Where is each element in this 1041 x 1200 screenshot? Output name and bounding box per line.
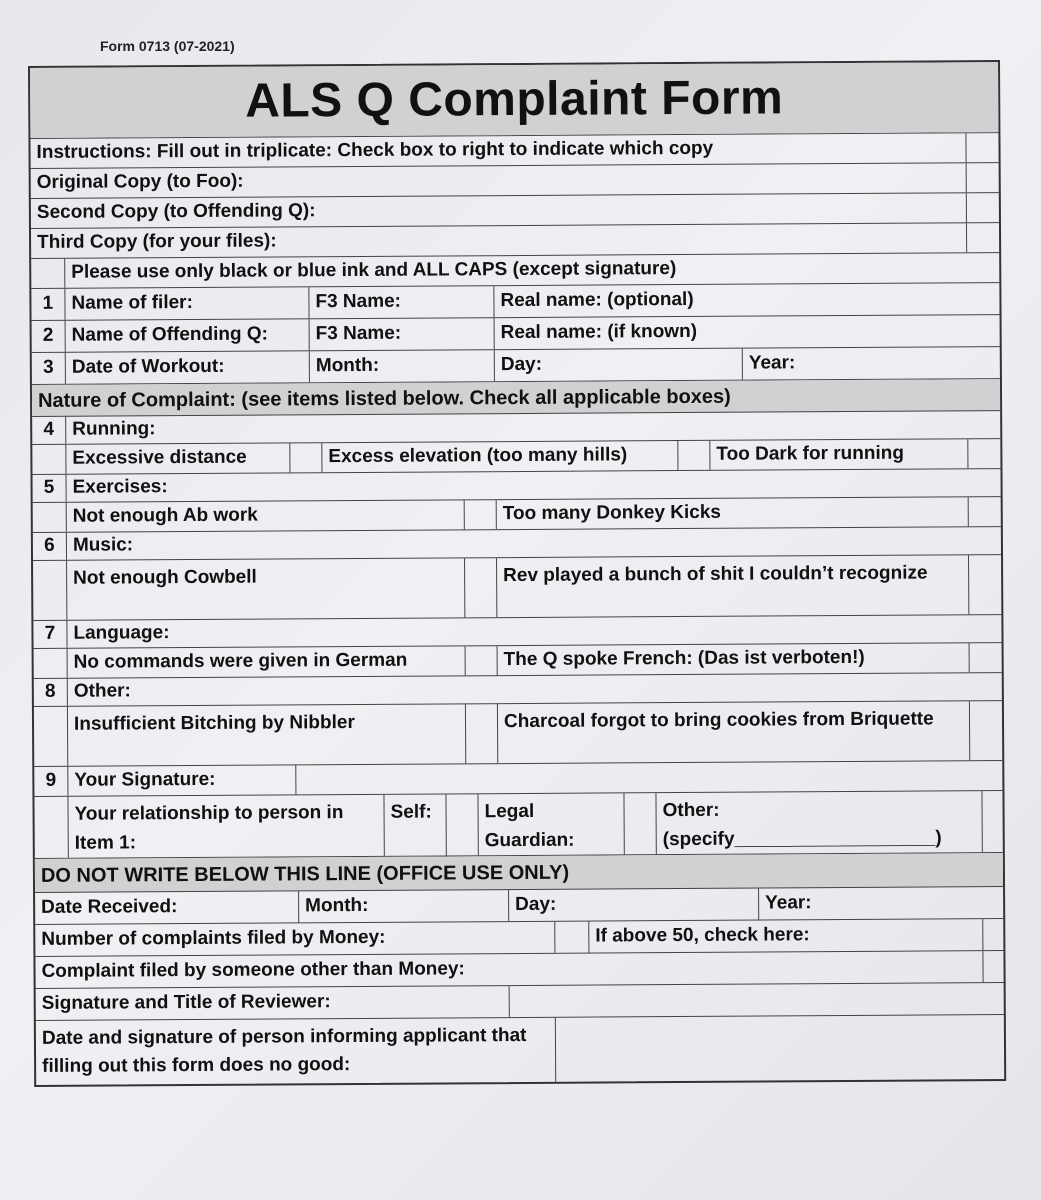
blank-num-cell (32, 445, 66, 474)
item-number: 6 (33, 533, 67, 560)
office-use-header: DO NOT WRITE BELOW THIS LINE (OFFICE USE ONLY) (40, 861, 570, 887)
bitching-checkbox[interactable] (466, 704, 498, 763)
item-number: 9 (34, 767, 68, 796)
above-50-checkbox[interactable] (983, 919, 1003, 950)
informing-field[interactable] (556, 1015, 1004, 1082)
insufficient-bitching-label: Insufficient Bitching by Nibbler (68, 704, 466, 765)
no-german-commands-label: No commands were given in German (68, 646, 466, 677)
blank-num-cell (33, 503, 67, 532)
not-enough-ab-work-label: Not enough Ab work (67, 500, 465, 531)
legal-guardian-label: Legal Guardian: (478, 793, 624, 855)
form-number: Form 0713 (07-2021) (100, 38, 235, 54)
charcoal-cookies-label: Charcoal forgot to bring cookies from Briquette (498, 701, 970, 763)
too-dark-label: Too Dark for running (710, 439, 968, 470)
instructions: Instructions: Fill out in triplicate: Check box to right to indicate which copy (30, 133, 966, 168)
other-relationship-field[interactable]: Other: (specify___________________) (656, 791, 982, 854)
item-number: 5 (32, 475, 66, 502)
cowbell-checkbox[interactable] (465, 558, 497, 617)
item-number: 4 (32, 417, 66, 444)
filed-by-other-label: Complaint filed by someone other than Money: (35, 951, 983, 988)
item-number: 3 (32, 353, 66, 384)
offending-real-name-field[interactable]: Real name: (if known) (500, 321, 698, 344)
complaint-form (28, 60, 1006, 1087)
blank-num-cell (34, 707, 68, 766)
workout-month-field[interactable]: Month: (310, 350, 495, 382)
item-number: 7 (33, 621, 67, 648)
received-day-field[interactable]: Day: (509, 889, 759, 922)
offending-f3-name-field[interactable]: F3 Name: (310, 318, 495, 350)
third-copy-label: Third Copy (for your files): (31, 223, 967, 258)
third-copy-checkbox[interactable] (967, 223, 999, 252)
blank-num-cell (34, 649, 68, 678)
ink-note: Please use only black or blue ink and ALL CAPS (except signature) (71, 258, 677, 283)
instructions-box (966, 133, 998, 162)
excess-elevation-label: Excess elevation (too many hills) (322, 441, 678, 472)
other-label: Other: (73, 680, 131, 702)
second-copy-label: Second Copy (to Offending Q): (31, 193, 967, 228)
donkey-kicks-checkbox[interactable] (969, 497, 1001, 526)
received-year-field[interactable]: Year: (765, 892, 812, 914)
charcoal-cookies-checkbox[interactable] (970, 701, 1002, 760)
item-number: 8 (34, 679, 68, 706)
your-signature-label: Your Signature: (68, 765, 296, 795)
form-title: ALS Q Complaint Form (30, 62, 998, 138)
excessive-distance-label: Excessive distance (66, 443, 290, 473)
blank-num-cell (31, 259, 65, 288)
self-label: Self: (384, 794, 446, 855)
legal-guardian-checkbox[interactable] (624, 793, 656, 854)
running-label: Running: (72, 418, 156, 440)
q-spoke-french-label: The Q spoke French: (Das ist verboten!) (498, 643, 970, 675)
too-dark-checkbox[interactable] (968, 439, 1000, 468)
filer-real-name-field[interactable]: Real name: (optional) (500, 289, 694, 312)
name-of-offending-q-label: Name of Offending Q: (66, 319, 310, 351)
rev-played-label: Rev played a bunch of shit I couldn’t recognize (497, 555, 969, 617)
informing-label: Date and signature of person informing applicant that filling out this form does no good: (36, 1018, 556, 1085)
ab-work-checkbox[interactable] (465, 500, 497, 529)
q-spoke-french-checkbox[interactable] (970, 643, 1002, 672)
german-commands-checkbox[interactable] (466, 646, 498, 675)
not-enough-cowbell-label: Not enough Cowbell (67, 558, 465, 619)
original-copy-label: Original Copy (to Foo): (31, 163, 967, 198)
reviewer-label: Signature and Title of Reviewer: (36, 986, 510, 1020)
blank-num-cell (33, 561, 67, 620)
filed-by-other-checkbox[interactable] (983, 951, 1003, 982)
language-label: Language: (73, 622, 170, 644)
date-of-workout-label: Date of Workout: (66, 351, 310, 383)
workout-year-field[interactable]: Year: (748, 352, 796, 374)
item-number: 2 (32, 321, 66, 352)
filer-f3-name-field[interactable]: F3 Name: (309, 286, 494, 318)
original-copy-checkbox[interactable] (967, 163, 999, 192)
music-label: Music: (72, 534, 134, 556)
self-checkbox[interactable] (446, 794, 478, 855)
relationship-label: Your relationship to person in Item 1: (68, 795, 384, 858)
nature-of-complaint-header: Nature of Complaint: (see items listed below. Check all applicable boxes) (37, 385, 731, 412)
other-relationship-checkbox[interactable] (982, 791, 1002, 852)
workout-day-field[interactable]: Day: (495, 349, 743, 382)
num-complaints-field[interactable] (555, 922, 589, 953)
rev-played-checkbox[interactable] (969, 555, 1001, 614)
donkey-kicks-label: Too many Donkey Kicks (497, 497, 969, 529)
exercises-label: Exercises: (72, 476, 168, 498)
name-of-filer-label: Name of filer: (65, 287, 309, 319)
item-number: 1 (31, 289, 65, 320)
excessive-distance-checkbox[interactable] (290, 443, 322, 472)
num-complaints-label: Number of complaints filed by Money: (35, 922, 555, 956)
blank-num-cell (34, 797, 68, 858)
received-month-field[interactable]: Month: (299, 890, 509, 922)
signature-field[interactable] (296, 761, 1002, 794)
second-copy-checkbox[interactable] (967, 193, 999, 222)
above-50-label: If above 50, check here: (589, 919, 983, 952)
date-received-label: Date Received: (35, 891, 299, 924)
reviewer-field[interactable] (510, 983, 1004, 1017)
excess-elevation-checkbox[interactable] (678, 441, 710, 470)
